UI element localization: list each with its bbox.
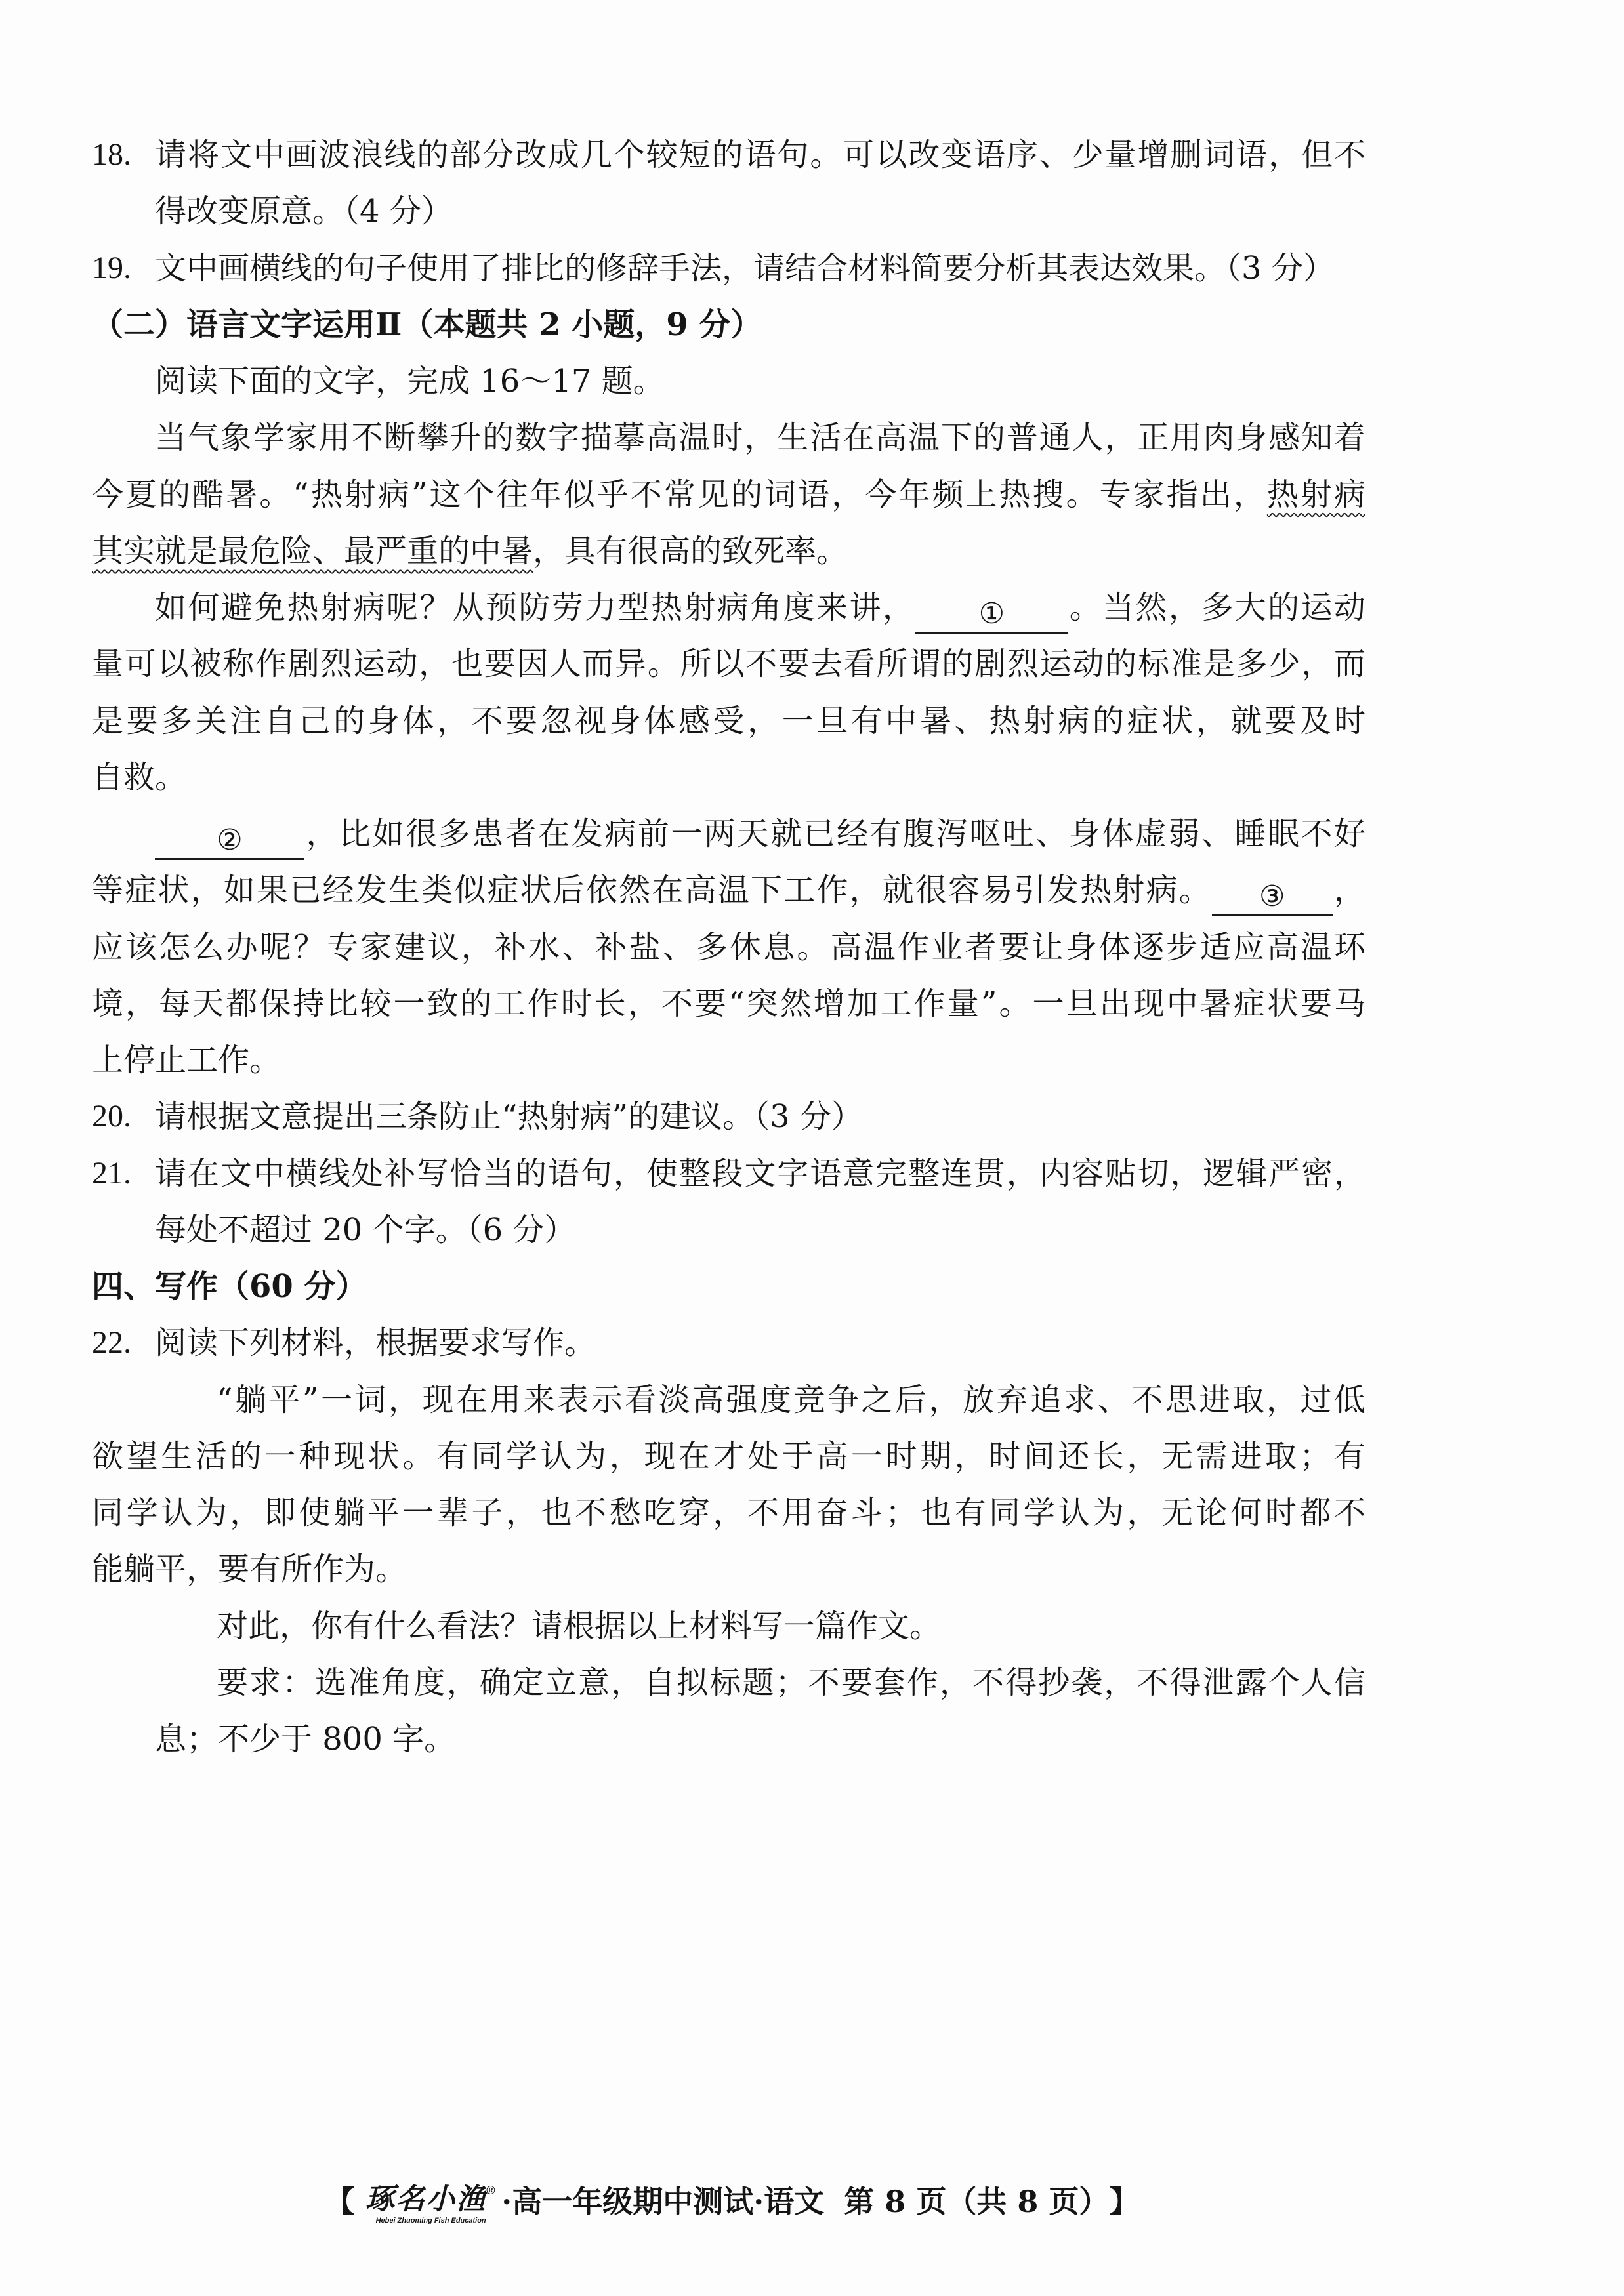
logo-subtitle: Hebei Zhuoming Fish Education: [375, 2217, 486, 2224]
registered-mark: ®: [486, 2184, 497, 2197]
material-line: [92, 1428, 1365, 1485]
question-number: 21.: [92, 1155, 131, 1191]
question-text: 文中画横线的句子使用了排比的修辞手法，请结合材料简要分析其表达效果。（3 分）: [155, 249, 1335, 287]
material-text: 同学认为，即使躺平一辈子，也不愁吃穿，不用奋斗；也有同学认为，无论何时都不: [92, 1494, 1365, 1531]
passage-line: [92, 862, 1365, 918]
passage-line: [92, 523, 1365, 579]
page-content: [92, 127, 1365, 1767]
logo-main: [365, 2174, 496, 2216]
passage-line: [92, 579, 1365, 636]
passage-text: ，: [1332, 872, 1365, 909]
passage-line: [92, 693, 1365, 749]
question-number: 19.: [92, 250, 131, 285]
fill-in-blank-2: ②: [155, 824, 304, 860]
reading-instruction: 阅读下面的文字，完成 16～17 题。: [155, 363, 665, 400]
passage-text: 上停止工作。: [92, 1042, 281, 1078]
footer-bracket-open: 【: [325, 2184, 355, 2219]
question-number: 18.: [92, 137, 131, 172]
material-line: [92, 1541, 1365, 1597]
question-text: 每处不超过 20 个字。（6 分）: [155, 1211, 576, 1248]
passage-text: 如何避免热射病呢？从预防劳力型热射病角度来讲，: [155, 589, 916, 626]
question-19: [92, 240, 1365, 297]
passage-line: [92, 636, 1365, 692]
question-text: 请根据文意提出三条防止“热射病”的建议。（3 分）: [155, 1098, 863, 1136]
passage-text: 等症状，如果已经发生类似症状后依然在高温下工作，就很容易引发热射病。: [92, 872, 1212, 909]
footer-bracket-close: 】: [1109, 2184, 1140, 2219]
passage-text: 是要多关注自己的身体，不要忽视身体感受，一旦有中暑、热射病的症状，就要及时: [92, 702, 1365, 739]
passage-text: 量可以被称作剧烈运动，也要因人而异。所以不要去看所谓的剧烈运动的标准是多少，而: [92, 646, 1365, 683]
question-22: [92, 1315, 1365, 1371]
material-text: “躺平”一词，现在用来表示看淡高强度竞争之后，放弃追求、不思进取，过低: [217, 1381, 1365, 1418]
question-21-line-1: [92, 1145, 1365, 1202]
requirements-text: 要求：选准角度，确定立意，自拟标题；不要套作，不得抄袭，不得泄露个人信: [217, 1664, 1365, 1701]
passage-line: [92, 749, 1365, 806]
question-21-line-2: [92, 1202, 1365, 1258]
passage-text: 当气象学家用不断攀升的数字描摹高温时，生活在高温下的普通人，正用肉身感知着: [155, 419, 1365, 457]
section-heading: （二）语言文字运用Ⅱ（本题共 2 小题，9 分）: [92, 306, 762, 343]
question-text: 阅读下列材料，根据要求写作。: [155, 1324, 596, 1362]
requirements-text: 息；不少于 800 字。: [155, 1721, 456, 1757]
question-number: 20.: [92, 1099, 131, 1134]
passage-text: 今夏的酷暑。“热射病”这个往年似乎不常见的词语，今年频上热搜。专家指出，: [92, 476, 1267, 513]
writing-prompt: [92, 1598, 1365, 1654]
question-text: 得改变原意。（4 分）: [155, 193, 453, 230]
fill-in-blank-3: ③: [1212, 880, 1333, 916]
material-line: [92, 1372, 1365, 1428]
writing-requirements-line-2: [92, 1711, 1365, 1767]
footer-test-title: ·高一年级期中测试·语文: [501, 2184, 825, 2219]
passage-line: [92, 975, 1365, 1032]
footer-page-number: 第 8 页（共 8 页）: [844, 2184, 1110, 2219]
page-footer: [325, 2174, 1139, 2225]
question-20: [92, 1088, 1365, 1145]
logo-text: 琢名小渔: [365, 2183, 486, 2216]
wavy-underlined-text: 其实就是最危险、最严重的中暑: [92, 532, 533, 569]
section-heading: 四、写作（60 分）: [92, 1268, 367, 1305]
passage-line: [92, 409, 1365, 466]
wavy-underlined-text: 热射病: [1266, 476, 1365, 513]
passage-line: [92, 466, 1365, 523]
passage-text: 。当然，多大的运动: [1068, 589, 1365, 626]
passage-line: [92, 919, 1365, 975]
question-text: 请在文中横线处补写恰当的语句，使整段文字语意完整连贯，内容贴切，逻辑严密，: [155, 1155, 1365, 1192]
material-line: [92, 1485, 1365, 1541]
passage-text: 应该怎么办呢？专家建议，补水、补盐、多休息。高温作业者要让身体逐步适应高温环: [92, 928, 1365, 966]
material-text: 能躺平，要有所作为。: [92, 1551, 407, 1588]
passage-text: ，比如很多患者在发病前一两天就已经有腹泻呕吐、身体虚弱、睡眠不好: [304, 815, 1365, 852]
fill-in-blank-1: ①: [915, 598, 1068, 634]
material-text: 欲望生活的一种现状。有同学认为，现在才处于高一时期，时间还长，无需进取；有: [92, 1437, 1365, 1475]
question-18-line-1: [92, 127, 1365, 183]
passage-line: [92, 1032, 1365, 1088]
passage-text: 境，每天都保持比较一致的工作时长，不要“突然增加工作量”。一旦出现中暑症状要马: [92, 985, 1365, 1022]
passage-text: 自救。: [92, 758, 187, 796]
question-number: 22.: [92, 1325, 131, 1361]
question-text: 请将文中画波浪线的部分改成几个较短的语句。可以改变语序、少量增删词语，但不: [155, 136, 1365, 173]
writing-requirements-line-1: [92, 1654, 1365, 1711]
prompt-text: 对此，你有什么看法？请根据以上材料写一篇作文。: [217, 1607, 942, 1645]
passage-text: ，具有很高的致死率。: [533, 532, 848, 569]
question-18-line-2: [92, 183, 1365, 239]
passage-line: [92, 806, 1365, 862]
publisher-logo: [365, 2174, 496, 2225]
